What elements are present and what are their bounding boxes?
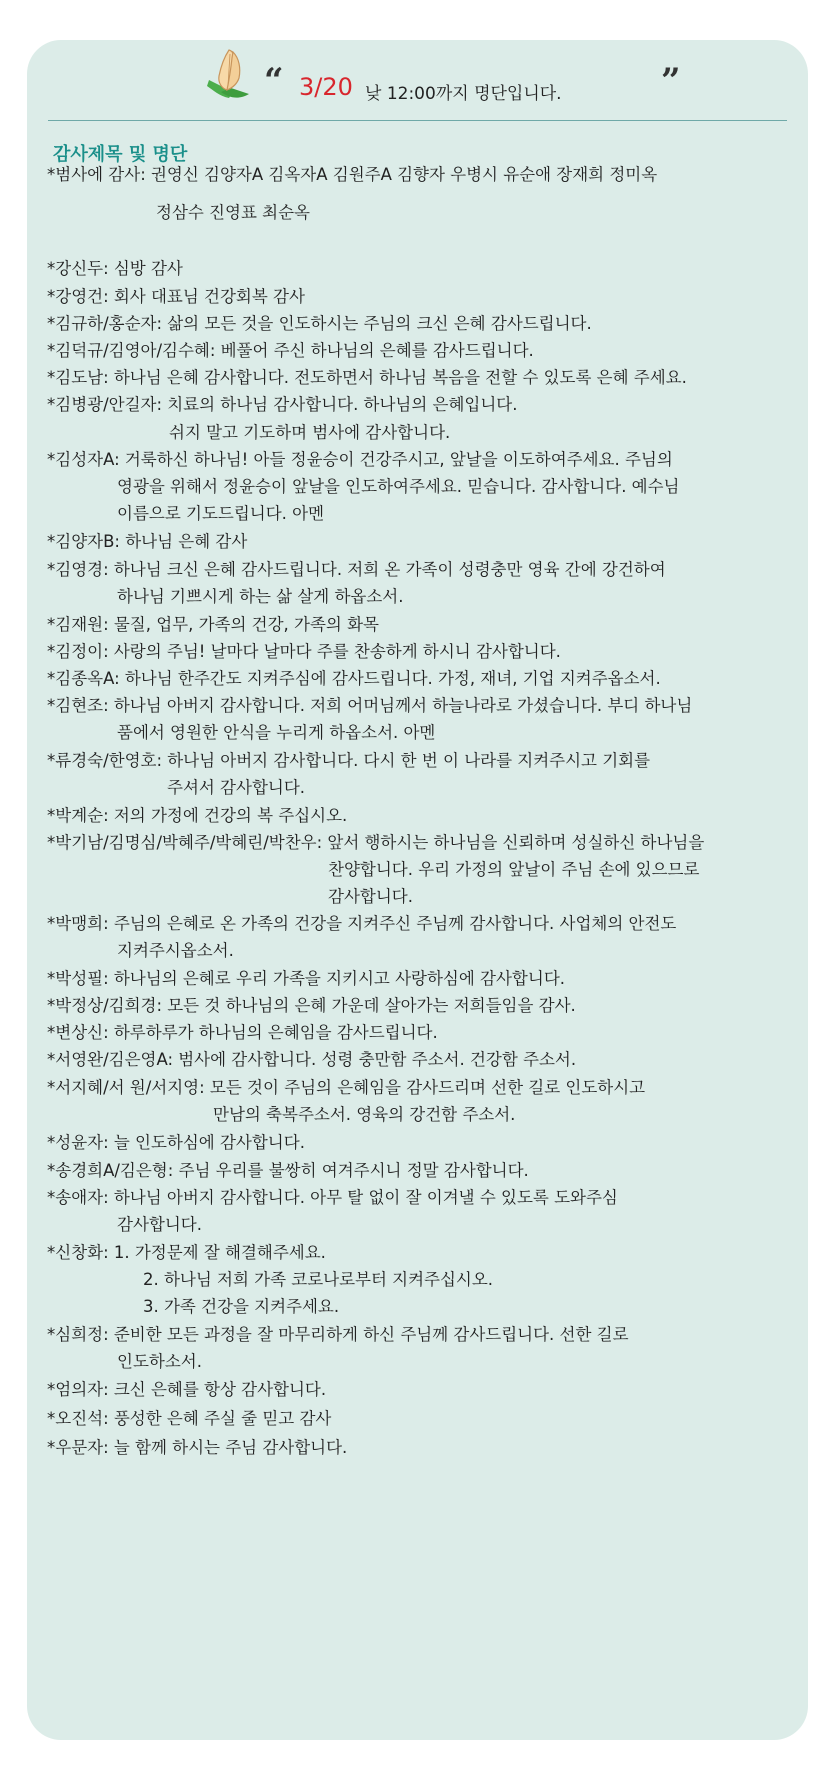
list-line: 이름으로 기도드립니다. 아멘 [117, 504, 325, 523]
list-line: *심희정: 준비한 모든 과정을 잘 마무리하게 하신 주님께 감사드립니다. 선한 길로 [47, 1325, 629, 1344]
list-line: *박기남/김명심/박혜주/박혜린/박찬우: 앞서 행하시는 하나님을 신뢰하며 성실하신 하나님을 [47, 833, 705, 852]
list-line: *오진석: 풍성한 은혜 주실 줄 믿고 감사 [47, 1409, 332, 1428]
list-line: *성윤자: 늘 인도하심에 감사합니다. [47, 1133, 305, 1152]
list-line: *박계순: 저의 가정에 건강의 복 주십시오. [47, 806, 348, 825]
list-line: 지켜주시옵소서. [117, 941, 234, 960]
list-line: *김병광/안길자: 치료의 하나님 감사합니다. 하나님의 은혜입니다. [47, 395, 518, 414]
list-line: *우문자: 늘 함께 하시는 주님 감사합니다. [47, 1438, 348, 1457]
deadline-text: 낮 12:00까지 명단입니다. [365, 84, 562, 104]
list-line: *박성필: 하나님의 은혜로 우리 가족을 지키시고 사랑하심에 감사합니다. [47, 969, 565, 988]
list-line: *김재원: 물질, 업무, 가족의 건강, 가족의 화목 [47, 615, 379, 634]
list-line: *서영완/김은영A: 범사에 감사합니다. 성령 충만함 주소서. 건강함 주소서. [47, 1050, 577, 1069]
list-line: 쉬지 말고 기도하며 범사에 감사합니다. [169, 423, 451, 442]
deadline-date: 3/20 [299, 73, 353, 101]
list-line: *변상신: 하루하루가 하나님의 은혜임을 감사드립니다. [47, 1023, 438, 1042]
list-line: *김정이: 사랑의 주님! 날마다 날마다 주를 찬송하게 하시니 감사합니다. [47, 642, 561, 661]
section-title: 감사제목 및 명단 [53, 144, 188, 165]
list-line: *강영건: 회사 대표님 건강회복 감사 [47, 287, 305, 306]
list-line: 영광을 위해서 정윤승이 앞날을 인도하여주세요. 믿습니다. 감사합니다. 예수님 [117, 477, 680, 496]
list-line: 정삼수 진영표 최순옥 [156, 203, 310, 222]
list-line: 만남의 축복주소서. 영육의 강건함 주소서. [213, 1105, 516, 1124]
list-line: 감사합니다. [117, 1215, 202, 1234]
list-line: *김덕규/김영아/김수혜: 베풀어 주신 하나님의 은혜를 감사드립니다. [47, 341, 534, 360]
prayer-list [27, 40, 808, 1740]
list-line: *서지혜/서 원/서지영: 모든 것이 주님의 은혜임을 감사드리며 선한 길로 인도하시고 [47, 1078, 646, 1097]
list-line: 찬양합니다. 우리 가정의 앞날이 주님 손에 있으므로 [328, 860, 700, 879]
list-line: *류경숙/한영호: 하나님 아버지 감사합니다. 다시 한 번 이 나라를 지켜주시고 기회를 [47, 751, 651, 770]
list-line: 인도하소서. [117, 1352, 202, 1371]
list-line: *김영경: 하나님 크신 은혜 감사드립니다. 저희 온 가족이 성령충만 영육 간에 강건하여 [47, 560, 666, 579]
list-line: *김성자A: 거룩하신 하나님! 아들 정윤승이 건강주시고, 앞날을 이도하여주세요. 주님의 [47, 450, 673, 469]
list-line: 2. 하나님 저희 가족 코로나로부터 지켜주십시오. [143, 1270, 494, 1289]
list-line: 주셔서 감사합니다. [167, 778, 306, 797]
list-line: *송경희A/김은형: 주님 우리를 불쌍히 여겨주시니 정말 감사합니다. [47, 1161, 529, 1180]
list-line: *김규하/홍순자: 삶의 모든 것을 인도하시는 주님의 크신 은혜 감사드립니다. [47, 314, 592, 333]
list-line: *김현조: 하나님 아버지 감사합니다. 저희 어머님께서 하늘나라로 가셨습니다. 부디 하나님 [47, 696, 693, 715]
list-line: 하나님 기쁘시게 하는 삶 살게 하옵소서. [117, 587, 404, 606]
list-line: *김종옥A: 하나님 한주간도 지켜주심에 감사드립니다. 가정, 재녀, 기업 지켜주옵소서. [47, 669, 661, 688]
list-line: *범사에 감사: 권영신 김양자A 김옥자A 김원주A 김향자 우병시 유순애 장재희 정미옥 [47, 165, 658, 184]
list-line: 3. 가족 건강을 지켜주세요. [143, 1297, 340, 1316]
close-quote: ” [661, 61, 681, 101]
list-line: *신창화: 1. 가정문제 잘 해결해주세요. [47, 1243, 326, 1262]
list-line: *강신두: 심방 감사 [47, 259, 183, 278]
open-quote: “ [264, 61, 284, 101]
list-line: *박정상/김희경: 모든 것 하나님의 은혜 가운데 살아가는 저희들임을 감사. [47, 996, 576, 1015]
list-line: 감사합니다. [328, 887, 413, 906]
list-line: *박맹희: 주님의 은혜로 온 가족의 건강을 지켜주신 주님께 감사합니다. 사업체의 안전도 [47, 914, 677, 933]
list-line: *김도남: 하나님 은혜 감사합니다. 전도하면서 하나님 복음을 전할 수 있도록 은혜 주세요. [47, 368, 687, 387]
list-line: *송애자: 하나님 아버지 감사합니다. 아무 탈 없이 잘 이겨낼 수 있도록 도와주심 [47, 1188, 618, 1207]
list-line: 품에서 영원한 안식을 누리게 하옵소서. 아멘 [117, 723, 436, 742]
prayer-list-card [27, 40, 808, 1740]
list-line: *김양자B: 하나님 은혜 감사 [47, 532, 248, 551]
list-line: *엄의자: 크신 은혜를 항상 감사합니다. [47, 1380, 327, 1399]
